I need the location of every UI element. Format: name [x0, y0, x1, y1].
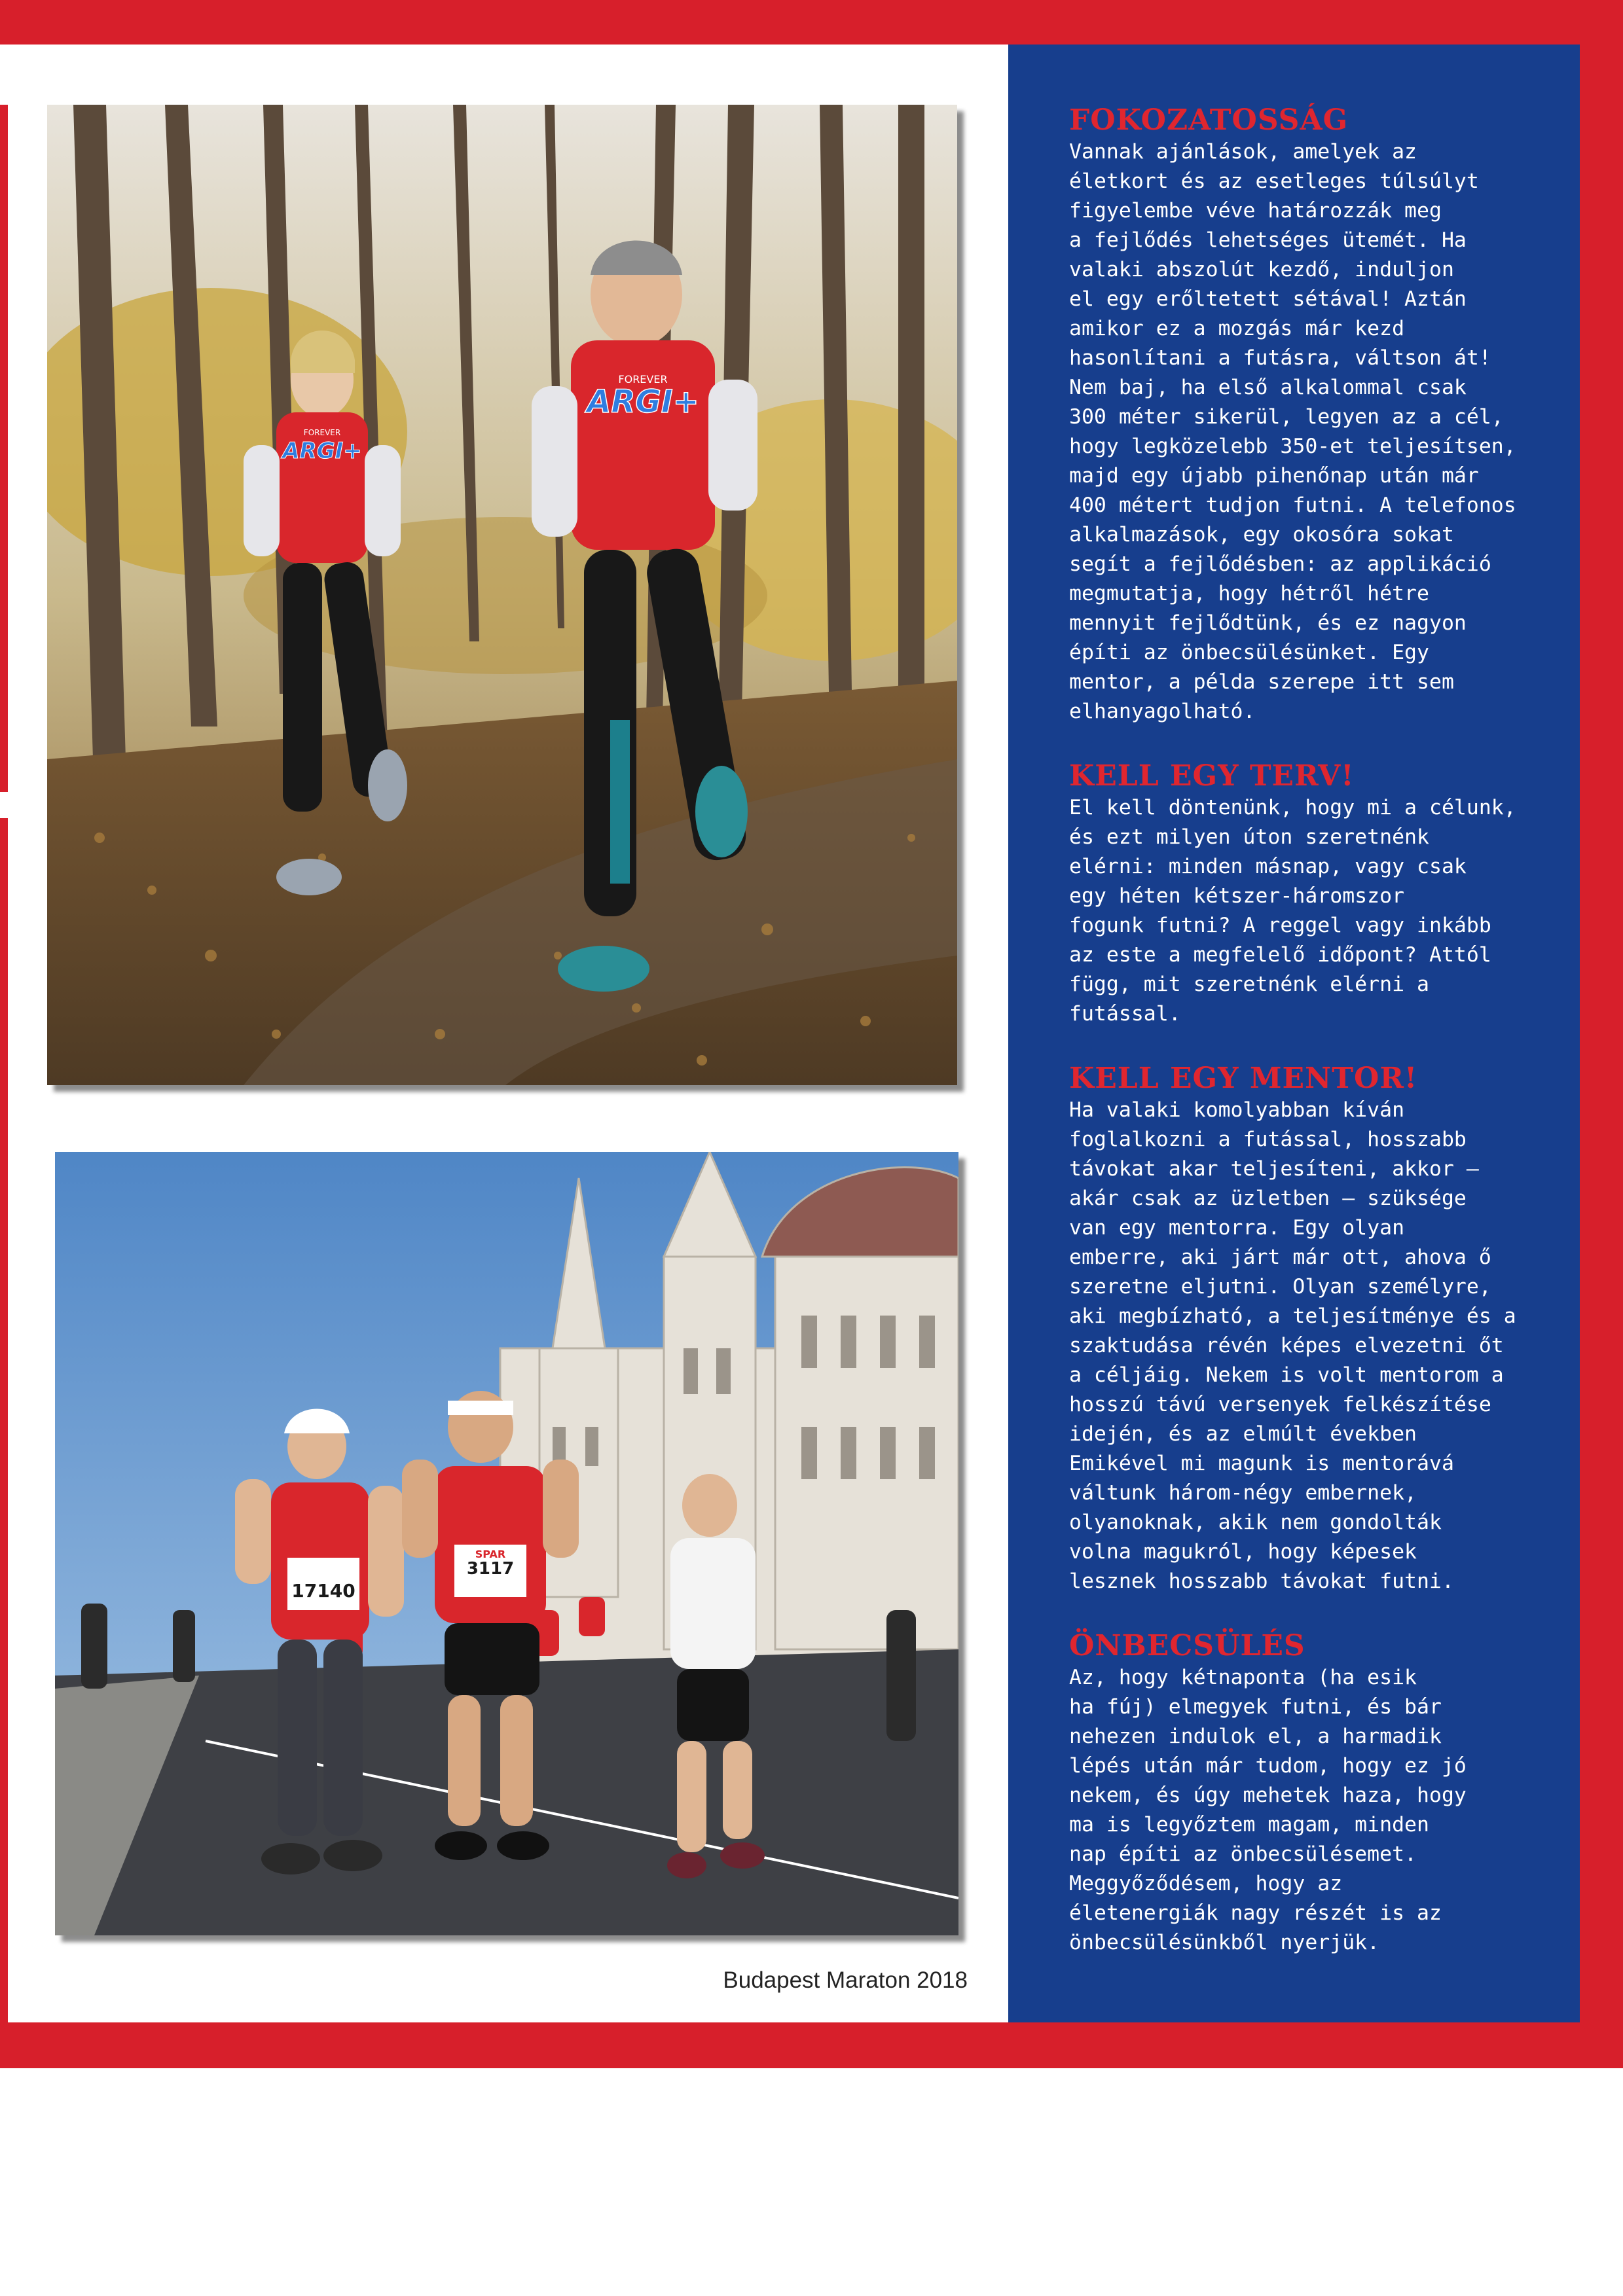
- bottom-red-border: [0, 2022, 1623, 2068]
- section-heading: ÖNBECSÜLÉS: [1069, 1629, 1305, 1662]
- section-heading: KELL EGY TERV!: [1069, 759, 1355, 793]
- photo-caption: Budapest Maraton 2018: [723, 1967, 968, 1993]
- shirt-text-top-woman: FOREVER: [303, 428, 341, 437]
- bib-sponsor: SPAR: [475, 1548, 506, 1560]
- section-body: Vannak ajánlások, amelyek az életkort és az esetleges túlsúlyt figyelembe véve határozzák meg a fejlődés lehetséges ütemét. Ha valaki abszolút kezdő, induljon el egy erőltetett sétával! Aztán amikor ez a mozgás már kezd hasonlítani a futásra, váltson át! Nem baj, ha első alkalommal csak 300 méter sikerül, legyen az a cél, hogy legközelebb 350-et teljesítsen, majd egy újabb pihenőnap után már 400 métert tudjon futni. A telefonos alkalmazások, egy okosóra sokat segít a fejlődésben: az applikáció megmutatja, hogy hétről hétre mennyit fejlődtünk, és ez nagyon építi az önbecsülésünket. Egy mentor, a példa szerepe itt sem elhanyagolható.: [1069, 140, 1516, 723]
- section-heading: KELL EGY MENTOR!: [1069, 1062, 1418, 1095]
- section-kell-egy-mentor: [1069, 1063, 1573, 1596]
- bib-number-2: 3117: [466, 1559, 515, 1579]
- section-onbecsules: [1069, 1630, 1573, 1958]
- shirt-brand-woman: ARGI+: [282, 438, 362, 464]
- section-body: El kell döntenünk, hogy mi a célunk, és ezt milyen úton szeretnénk elérni: minden másnap, vagy csak egy héten kétszer-háromszor fogunk futni? A reggel vagy inkább az este a megfelelő időpont? Attól függ, mit szeretnénk elérni a futással.: [1069, 796, 1516, 1026]
- shirt-brand-man: ARGI+: [587, 384, 699, 420]
- section-fokozatossag: [1069, 105, 1573, 726]
- shirt-text-top: FOREVER: [618, 373, 668, 386]
- top-red-border: [0, 0, 1623, 45]
- forest-running-photo: [47, 105, 957, 1085]
- section-kell-egy-terv: [1069, 761, 1573, 1029]
- left-red-border-lower: [0, 818, 8, 2029]
- bib-number-1: 17140: [291, 1580, 356, 1602]
- section-heading: FOKOZATOSSÁG: [1069, 103, 1349, 137]
- marathon-photo: [55, 1152, 958, 1935]
- section-body: Ha valaki komolyabban kíván foglalkozni a futással, hosszabb távokat akar teljesíteni, akkor – akár csak az üzletben – szüksége van egy mentorra. Egy olyan emberre, aki járt már ott, ahova ő szeretne eljutni. Olyan személyre, aki megbízható, a teljesítménye és a szaktudása révén képes elvezetni őt a céljáig. Nekem is volt mentorom a hosszú távú versenyek felkészítése idején, és az elmúlt években Emikével mi magunk is mentorává váltunk három-négy embernek, olyanoknak, akik nem gondolták volna magukról, hogy képesek lesznek hosszabb távokat futni.: [1069, 1098, 1516, 1593]
- left-red-border: [0, 105, 8, 792]
- right-red-border: [1580, 0, 1623, 2068]
- article-text-column: [1069, 105, 1573, 1992]
- section-body: Az, hogy kétnaponta (ha esik ha fúj) elmegyek futni, és bár nehezen indulok el, a harmadik lépés után már tudom, hogy ez jó nekem, és úgy mehetek haza, hogy ma is legyőztem magam, minden nap építi az önbecsülésemet. Meggyőződésem, hogy az életenergiák nagy részét is az önbecsülésünkből nyerjük.: [1069, 1666, 1467, 1954]
